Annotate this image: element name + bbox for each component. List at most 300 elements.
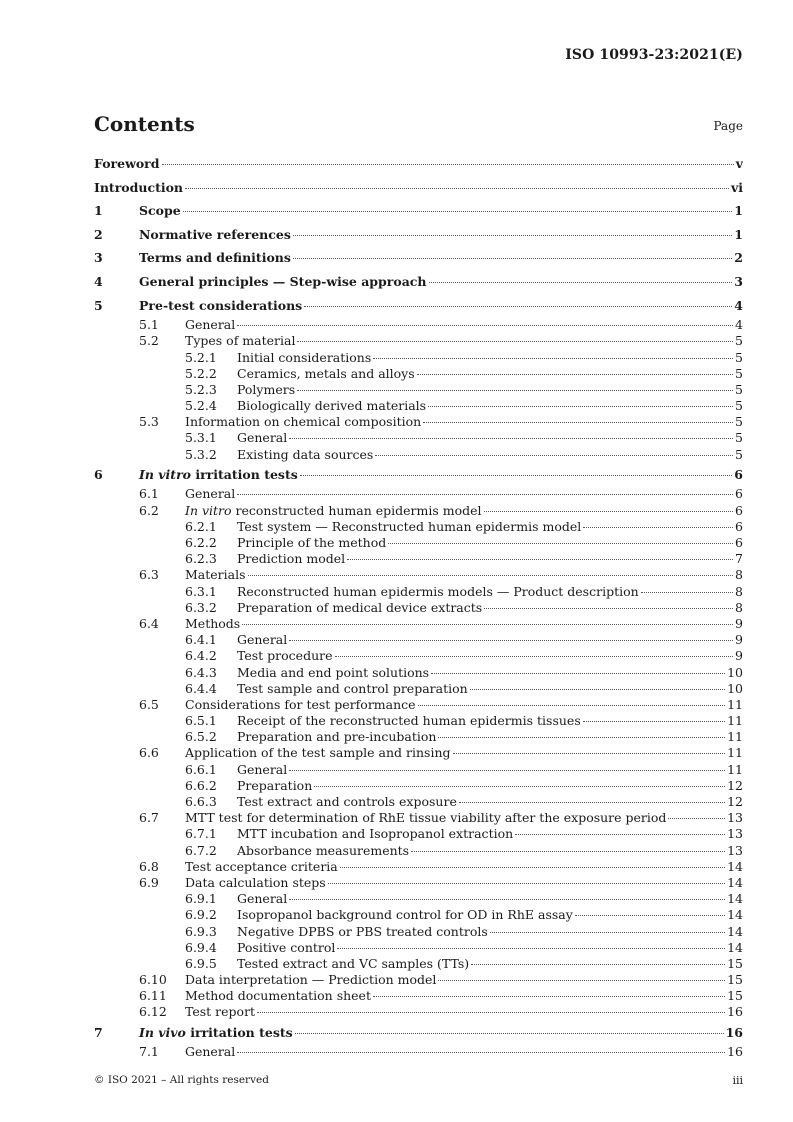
toc-dot-leader [453,753,726,754]
toc-entry-title [237,891,287,907]
toc-entry-page: vi [730,179,743,195]
toc-dot-leader [470,689,725,690]
toc-entry-number: 6.3.1 [185,583,217,599]
toc-entry-title [185,616,240,632]
toc-entry-title-italic: In vitro [139,466,191,482]
toc-entry-title [185,317,235,333]
toc-entry-page: 14 [727,874,743,890]
toc-entry[interactable] [94,246,743,270]
toc-entry[interactable] [94,317,743,333]
toc-dot-leader [300,475,733,476]
toc-entry[interactable] [94,199,743,223]
toc-entry-number: 6.1 [139,486,159,502]
toc-dot-leader [668,818,725,819]
toc-entry-title-text: General [237,761,288,777]
toc-entry-title [237,535,386,551]
toc-dot-leader [490,932,725,933]
toc-entry-page: 13 [727,826,743,842]
toc-entry[interactable] [94,665,743,681]
toc-dot-leader [388,543,733,544]
toc-entry-number: 5.2 [139,333,159,349]
toc-entry[interactable] [94,826,743,842]
toc-entry-title [237,924,488,940]
toc-entry-title [237,350,371,366]
toc-entry-title [185,988,371,1004]
toc-entry-page: 6 [735,502,743,518]
toc-entry-title-text: Preparation [237,777,313,793]
toc-entry-title [94,176,183,200]
toc-entry-page: 3 [734,273,743,289]
toc-entry-number: 6.11 [139,988,167,1004]
toc-entry-title-text: Polymers [237,381,296,397]
toc-entry[interactable] [94,681,743,697]
toc-entry-title [237,907,573,923]
toc-dot-leader [417,374,733,375]
toc-dot-leader [428,406,733,407]
toc-entry-number: 6.5 [139,696,159,712]
toc-entry-page: 10 [727,680,743,696]
toc-entry[interactable] [94,1021,743,1045]
toc-entry-title [237,648,333,664]
toc-dot-leader [423,422,733,423]
toc-entry-page: 13 [727,810,743,826]
toc-dot-leader [575,915,725,916]
toc-entry-number: 6.3 [139,567,159,583]
toc-dot-leader [347,559,733,560]
toc-entry-number: 6.9 [139,874,159,890]
toc-entry-number: 4 [94,273,103,289]
toc-entry-page: 5 [735,398,743,414]
toc-entry-title-text: Reconstructed human epidermis models — Product description [237,583,639,599]
toc-entry[interactable] [94,1004,743,1020]
toc-entry-number: 6.2.2 [185,535,217,550]
toc-entry[interactable] [94,333,743,349]
toc-dot-leader [297,390,733,391]
toc-entry-page: 2 [734,250,743,266]
toc-entry-title-text: Terms and definitions [139,250,291,266]
toc-entry[interactable] [94,794,743,810]
toc-entry-page: 10 [727,664,743,680]
toc-entry[interactable] [94,648,743,664]
toc-entry-page: 5 [735,446,743,462]
toc-entry-title [237,382,295,398]
toc-entry[interactable] [94,366,743,382]
toc-entry-title [237,366,415,382]
toc-entry-title-text: General principles — Step-wise approach [139,273,427,289]
toc-entry-number: 6 [94,466,103,482]
toc-entry-number: 6.5.1 [185,713,217,729]
toc-dot-leader [237,494,733,495]
toc-entry-page: 11 [727,761,743,777]
toc-entry[interactable] [94,430,743,446]
toc-entry-number: 5.3.2 [185,446,217,462]
toc-entry-title [237,632,287,648]
toc-entry-title-text: Principle of the method [237,535,387,550]
toc-entry[interactable] [94,447,743,463]
toc-dot-leader [438,737,725,738]
toc-entry-title-italic: In vivo [139,1024,186,1040]
toc-entry-page: 6 [735,535,743,550]
toc-dot-leader [257,1012,725,1013]
toc-entry-page: 8 [735,599,743,615]
toc-entry-title-text: Preparation and pre-incubation [237,729,437,745]
toc-dot-leader [340,867,725,868]
toc-entry-title-text: Test sample and control preparation [237,680,468,696]
toc-entry-page: 5 [735,365,743,381]
toc-entry-title [237,681,468,697]
toc-entry-title-text: Method documentation sheet [185,988,371,1004]
toc-entry-title [185,1004,255,1020]
toc-entry-number: 6.4.2 [185,648,217,664]
toc-entry-number: 5.3.1 [185,430,217,446]
toc-dot-leader [471,964,725,965]
toc-entry[interactable] [94,924,743,940]
toc-entry-title-text: MTT incubation and Isopropanol extraction [237,826,514,842]
toc-entry-number: 6.6 [139,745,159,761]
toc-entry-page: 15 [727,972,743,988]
toc-entry-title [237,584,639,600]
toc-entry-number: 5.2.1 [185,349,217,365]
toc-entry-number: 5.1 [139,317,159,333]
toc-entry-number: 6.4.4 [185,680,217,696]
toc-entry-page: 1 [734,203,743,219]
toc-entry-number: 6.5.2 [185,729,217,745]
toc-entry-page: 5 [735,349,743,365]
toc-entry[interactable] [94,843,743,859]
toc-entry-title-text: Initial considerations [237,349,372,365]
toc-entry-title-text: General [237,632,288,648]
toc-entry-title [237,600,482,616]
toc-entry-title-text: reconstructed human epidermis model [231,502,482,518]
toc-entry-number: 6.9.2 [185,907,217,923]
toc-entry-title-text: General [237,430,288,446]
toc-entry-title-text: General [185,1044,236,1060]
toc-entry-page: 14 [727,939,743,955]
toc-dot-leader [293,258,732,259]
toc-entry-number: 6.7.2 [185,842,217,858]
toc-entry[interactable] [94,414,743,430]
toc-entry[interactable] [94,697,743,713]
toc-entry[interactable] [94,762,743,778]
toc-entry-page: 8 [735,567,743,583]
toc-entry-title [237,430,287,446]
toc-dot-leader [431,673,725,674]
toc-entry-page: 13 [727,842,743,858]
footer-copyright: © ISO 2021 – All rights reserved [94,1074,269,1086]
toc-dot-leader [237,1052,725,1053]
toc-entry-title [237,398,426,414]
toc-entry[interactable] [94,956,743,972]
toc-dot-leader [289,899,725,900]
toc-entry-title [237,940,335,956]
toc-entry-title [94,152,160,176]
toc-entry-title-text: General [185,317,236,333]
toc-entry[interactable] [94,382,743,398]
toc-entry-title [185,1044,235,1060]
toc-entry-title-text: Test procedure [237,648,333,664]
toc-entry-title-text: Preparation of medical device extracts [237,599,483,615]
toc-entry-page: 14 [727,858,743,874]
toc-entry-title-text: Pre-test considerations [139,297,303,313]
toc-entry-page: 5 [735,381,743,397]
toc-entry-title [185,486,235,502]
toc-entry-title-text: Prediction model [237,551,346,567]
toc-entry-page: 16 [727,1044,743,1060]
toc-entry-page: 12 [727,777,743,793]
toc-entry[interactable] [94,567,743,583]
toc-entry-page: 5 [735,414,743,430]
toc-dot-leader [295,1033,724,1034]
toc-entry-number: 7.1 [139,1044,159,1060]
toc-entry-title-text: Information on chemical composition [185,414,422,430]
toc-dot-leader [183,211,733,212]
toc-dot-leader [337,948,725,949]
toc-entry-page: 16 [725,1024,743,1040]
toc-entry-title-text: Negative DPBS or PBS treated controls [237,923,488,939]
toc-entry[interactable] [94,350,743,366]
toc-entry-number: 5.2.3 [185,381,217,397]
toc-entry[interactable] [94,713,743,729]
toc-entry-number: 1 [94,203,103,219]
toc-entry-page: 8 [735,583,743,599]
toc-entry-number: 6.2.3 [185,551,217,567]
toc-entry-title [237,843,409,859]
toc-entry-number: 6.6.3 [185,794,217,809]
toc-entry-title-text: irritation tests [191,466,298,482]
toc-dot-leader [242,624,733,625]
toc-entry[interactable] [94,616,743,632]
toc-entry-page: 5 [735,430,743,446]
toc-entry-number: 6.8 [139,858,159,874]
toc-entry[interactable] [94,270,743,294]
toc-entry[interactable] [94,176,743,200]
toc-dot-leader [297,341,733,342]
toc-entry[interactable] [94,503,743,519]
toc-entry-page: 12 [727,794,743,809]
toc-entry-title-text: Data calculation steps [185,874,326,890]
toc-entry-title [237,956,469,972]
toc-entry-title-text: MTT test for determination of RhE tissue viability after the exposure period [185,810,667,826]
toc-entry-title-text: Scope [139,203,181,219]
toc-dot-leader [237,325,733,326]
contents-title: Contents [94,112,195,136]
toc-entry[interactable] [94,972,743,988]
toc-entry[interactable] [94,907,743,923]
toc-entry-number: 6.9.1 [185,891,217,907]
toc-entry-title-text: Ceramics, metals and alloys [237,365,415,381]
toc-entry[interactable] [94,745,743,761]
toc-entry-number: 6.12 [139,1004,167,1020]
toc-entry[interactable] [94,1044,743,1060]
toc-dot-leader [515,834,725,835]
toc-entry-title [237,826,513,842]
toc-entry[interactable] [94,940,743,956]
toc-entry-page: 14 [727,907,743,923]
toc-entry-number: 6.2.1 [185,518,217,534]
toc-dot-leader [484,511,734,512]
toc-entry[interactable] [94,294,743,318]
toc-entry-title [185,697,416,713]
toc-entry-title-text: Test system — Reconstructed human epidermis model [237,518,582,534]
toc-dot-leader [314,786,725,787]
toc-dot-leader [375,455,733,456]
toc-entry-title-text: Biologically derived materials [237,398,427,414]
page-column-label: Page [713,119,743,133]
toc-entry-page: 6 [734,466,743,482]
toc-entry-title [237,778,312,794]
toc-entry[interactable] [94,398,743,414]
toc-entry-number: 5.3 [139,414,159,430]
toc-dot-leader [373,358,733,359]
toc-entry-title-text: Considerations for test performance [185,696,416,712]
toc-entry-title-text: Materials [185,567,246,583]
toc-entry-title [237,665,429,681]
toc-entry-page: 14 [727,891,743,907]
toc-entry-title-text: Test extract and controls exposure [237,794,457,809]
toc-entry-title-text: Media and end point solutions [237,664,430,680]
toc-entry-number: 6.3.2 [185,599,217,615]
toc-dot-leader [583,721,725,722]
toc-entry-title-text: Data interpretation — Prediction model [185,972,437,988]
toc-entry-number: 6.6.2 [185,777,217,793]
toc-entry-title-italic: In vitro [185,502,232,518]
toc-entry[interactable] [94,486,743,502]
toc-dot-leader [438,980,725,981]
toc-entry-title [185,414,421,430]
toc-dot-leader [583,527,733,528]
toc-entry-number: 6.9.3 [185,923,217,939]
toc-dot-leader [248,575,734,576]
toc-dot-leader [289,770,725,771]
toc-entry-page: v [735,156,743,171]
toc-entry-title [185,745,451,761]
toc-entry-title-text: Normative references [139,226,291,242]
toc-entry-number: 6.4.1 [185,632,217,648]
toc-entry[interactable] [94,600,743,616]
toc-entry[interactable] [94,551,743,567]
toc-entry-number: 6.7.1 [185,826,217,842]
toc-entry-title-text: General [185,486,236,502]
toc-entry-page: 1 [734,226,743,242]
toc-entry-title-text: Tested extract and VC samples (TTs) [237,955,470,971]
toc-entry-page: 4 [734,297,743,313]
toc-entry-page: 14 [727,923,743,939]
toc-dot-leader [411,851,725,852]
toc-entry[interactable] [94,875,743,891]
toc-entry-title [139,246,291,270]
toc-entry-number: 6.4.3 [185,664,217,680]
toc-entry[interactable] [94,632,743,648]
toc-entry-page: 6 [735,518,743,534]
toc-entry[interactable] [94,519,743,535]
toc-entry[interactable] [94,891,743,907]
toc-entry-title [237,729,436,745]
toc-entry-title [185,859,338,875]
toc-entry-title [237,713,581,729]
toc-entry[interactable] [94,988,743,1004]
toc-entry-title-text: irritation tests [185,1024,293,1040]
toc-dot-leader [335,656,734,657]
toc-entry-number: 3 [94,250,103,266]
toc-entry[interactable] [94,778,743,794]
toc-entry-page: 5 [735,333,743,349]
toc-dot-leader [293,235,732,236]
toc-entry[interactable] [94,152,743,176]
toc-entry-page: 15 [727,955,743,971]
toc-entry-title-text: Test acceptance criteria [185,858,338,874]
toc-dot-leader [641,592,733,593]
toc-entry-title [237,762,287,778]
toc-entry-number: 5.2.4 [185,398,217,414]
toc-entry-title-text: General [237,891,288,907]
toc-entry[interactable] [94,463,743,487]
footer-page-number: iii [732,1074,743,1087]
toc-entry-number: 6.4 [139,615,159,631]
toc-entry-title-text: Positive control [237,939,336,955]
toc-entry-title [185,567,246,583]
toc-entry-title-text: Types of material [185,333,296,349]
toc-dot-leader [185,188,729,189]
toc-entry-number: 5.2.2 [185,365,217,381]
toc-entry-number: 5 [94,297,103,313]
toc-entry-title [237,519,581,535]
toc-entry-number: 6.10 [139,972,167,988]
toc-entry-page: 9 [735,615,743,631]
toc-entry[interactable] [94,223,743,247]
toc-entry[interactable] [94,584,743,600]
toc-dot-leader [304,306,732,307]
toc-dot-leader [328,883,725,884]
toc-entry-number: 6.7 [139,810,159,826]
toc-entry-number: 6.6.1 [185,761,217,777]
toc-entry-page: 9 [735,632,743,648]
toc-entry-title [185,875,326,891]
toc-entry-page: 16 [727,1004,743,1020]
toc-entry-title [237,551,345,567]
toc-entry-title [139,1021,293,1045]
toc-entry-title [139,270,427,294]
toc-entry-title [185,810,666,826]
toc-entry-page: 7 [735,551,743,567]
table-of-contents [94,152,743,1060]
toc-entry-title-text: Existing data sources [237,446,374,462]
toc-entry[interactable] [94,729,743,745]
toc-entry-number: 6.9.5 [185,955,217,971]
toc-entry-title-text: Foreword [94,156,160,171]
toc-dot-leader [289,438,733,439]
toc-entry[interactable] [94,859,743,875]
toc-entry-title [185,503,482,519]
toc-entry-title-text: Methods [185,615,241,631]
toc-entry-title-text: Absorbance measurements [237,842,410,858]
toc-entry-page: 11 [727,696,743,712]
toc-entry-page: 11 [727,745,743,761]
toc-entry-number: 6.2 [139,502,159,518]
toc-entry-number: 7 [94,1024,103,1040]
toc-dot-leader [289,640,733,641]
toc-entry-title [139,463,298,487]
toc-entry-title-text: Application of the test sample and rinsing [185,745,451,761]
toc-entry-number: 6.9.4 [185,939,217,955]
toc-entry[interactable] [94,810,743,826]
toc-entry-page: 11 [727,729,743,745]
toc-entry-page: 6 [735,486,743,502]
toc-entry-page: 9 [735,648,743,664]
toc-entry[interactable] [94,535,743,551]
toc-dot-leader [459,802,725,803]
toc-entry-title [185,333,295,349]
toc-dot-leader [429,282,733,283]
